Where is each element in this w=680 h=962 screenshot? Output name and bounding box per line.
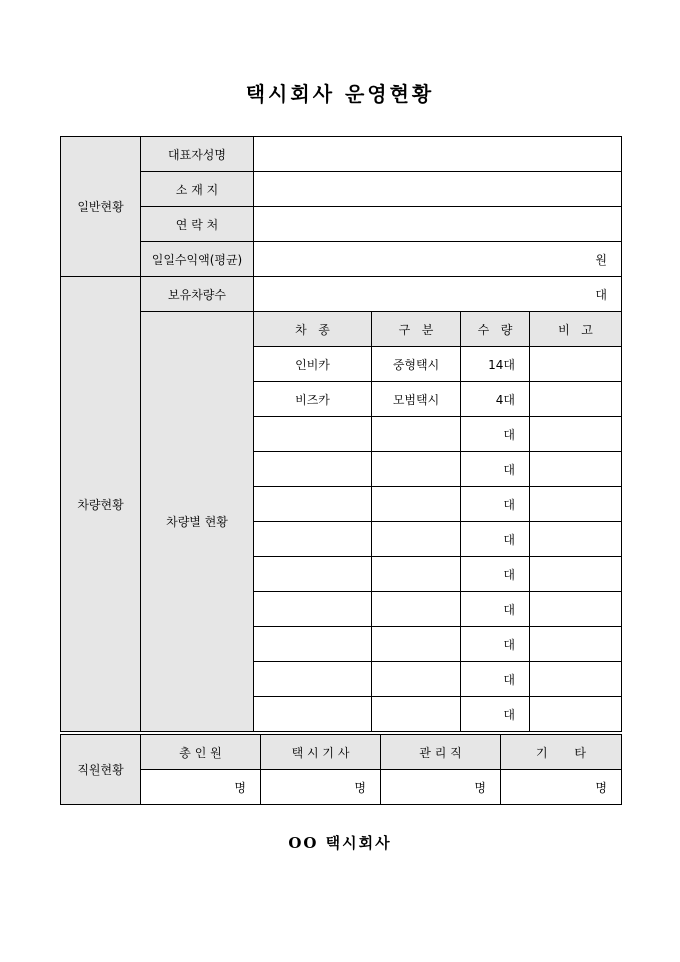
type-cell[interactable] xyxy=(372,417,461,452)
rep-name-label: 대표자성명 xyxy=(141,137,254,172)
qty-cell[interactable]: 4대 xyxy=(461,382,530,417)
note-cell[interactable] xyxy=(530,662,622,697)
qty-cell[interactable]: 14대 xyxy=(461,347,530,382)
header-other: 기 타 xyxy=(501,735,622,770)
type-cell[interactable] xyxy=(372,592,461,627)
address-label: 소 재 지 xyxy=(141,172,254,207)
note-cell[interactable] xyxy=(530,487,622,522)
header-type: 구 분 xyxy=(372,312,461,347)
note-cell[interactable] xyxy=(530,347,622,382)
model-cell[interactable] xyxy=(254,627,372,662)
model-cell[interactable] xyxy=(254,557,372,592)
model-cell[interactable] xyxy=(254,487,372,522)
model-cell[interactable] xyxy=(254,417,372,452)
note-cell[interactable] xyxy=(530,417,622,452)
model-cell[interactable] xyxy=(254,697,372,732)
header-total: 총 인 원 xyxy=(141,735,261,770)
note-cell[interactable] xyxy=(530,522,622,557)
type-cell[interactable] xyxy=(372,697,461,732)
staff-status-table xyxy=(60,734,622,805)
model-cell[interactable] xyxy=(254,522,372,557)
model-cell[interactable] xyxy=(254,592,372,627)
general-section-label: 일반현황 xyxy=(61,137,141,277)
operation-status-table xyxy=(60,136,622,732)
daily-income-label: 일일수익액(평균) xyxy=(141,242,254,277)
daily-income-field[interactable]: 원 xyxy=(254,242,622,277)
type-cell[interactable] xyxy=(372,662,461,697)
header-note: 비 고 xyxy=(530,312,622,347)
owned-vehicles-field[interactable]: 대 xyxy=(254,277,622,312)
model-cell[interactable] xyxy=(254,662,372,697)
type-cell[interactable] xyxy=(372,452,461,487)
model-cell[interactable]: 비즈카 xyxy=(254,382,372,417)
qty-cell[interactable]: 대 xyxy=(461,487,530,522)
contact-field[interactable] xyxy=(254,207,622,242)
note-cell[interactable] xyxy=(530,557,622,592)
note-cell[interactable] xyxy=(530,382,622,417)
by-vehicle-label: 차량별 현황 xyxy=(141,312,254,732)
company-name: OO 택시회사 xyxy=(288,834,392,852)
qty-cell[interactable]: 대 xyxy=(461,662,530,697)
type-cell[interactable]: 모범택시 xyxy=(372,382,461,417)
qty-cell[interactable]: 대 xyxy=(461,592,530,627)
type-cell[interactable] xyxy=(372,627,461,662)
qty-cell[interactable]: 대 xyxy=(461,557,530,592)
address-field[interactable] xyxy=(254,172,622,207)
model-cell[interactable]: 인비카 xyxy=(254,347,372,382)
type-cell[interactable] xyxy=(372,557,461,592)
qty-cell[interactable]: 대 xyxy=(461,627,530,662)
admin-field[interactable]: 명 xyxy=(381,770,501,805)
contact-label: 연 락 처 xyxy=(141,207,254,242)
document-title: 택시회사 운영현황 xyxy=(245,82,435,106)
header-qty: 수 량 xyxy=(461,312,530,347)
note-cell[interactable] xyxy=(530,627,622,662)
note-cell[interactable] xyxy=(530,452,622,487)
header-admin: 관 리 직 xyxy=(381,735,501,770)
rep-name-field[interactable] xyxy=(254,137,622,172)
qty-cell[interactable]: 대 xyxy=(461,697,530,732)
vehicle-section-label: 차량현황 xyxy=(61,277,141,732)
staff-section-label: 직원현황 xyxy=(61,735,141,805)
type-cell[interactable]: 중형택시 xyxy=(372,347,461,382)
note-cell[interactable] xyxy=(530,697,622,732)
qty-cell[interactable]: 대 xyxy=(461,452,530,487)
type-cell[interactable] xyxy=(372,522,461,557)
other-staff-field[interactable]: 명 xyxy=(501,770,622,805)
header-model: 차 종 xyxy=(254,312,372,347)
note-cell[interactable] xyxy=(530,592,622,627)
type-cell[interactable] xyxy=(372,487,461,522)
header-drivers: 택 시 기 사 xyxy=(261,735,381,770)
qty-cell[interactable]: 대 xyxy=(461,522,530,557)
total-staff-field[interactable]: 명 xyxy=(141,770,261,805)
model-cell[interactable] xyxy=(254,452,372,487)
owned-vehicles-label: 보유차량수 xyxy=(141,277,254,312)
drivers-field[interactable]: 명 xyxy=(261,770,381,805)
qty-cell[interactable]: 대 xyxy=(461,417,530,452)
